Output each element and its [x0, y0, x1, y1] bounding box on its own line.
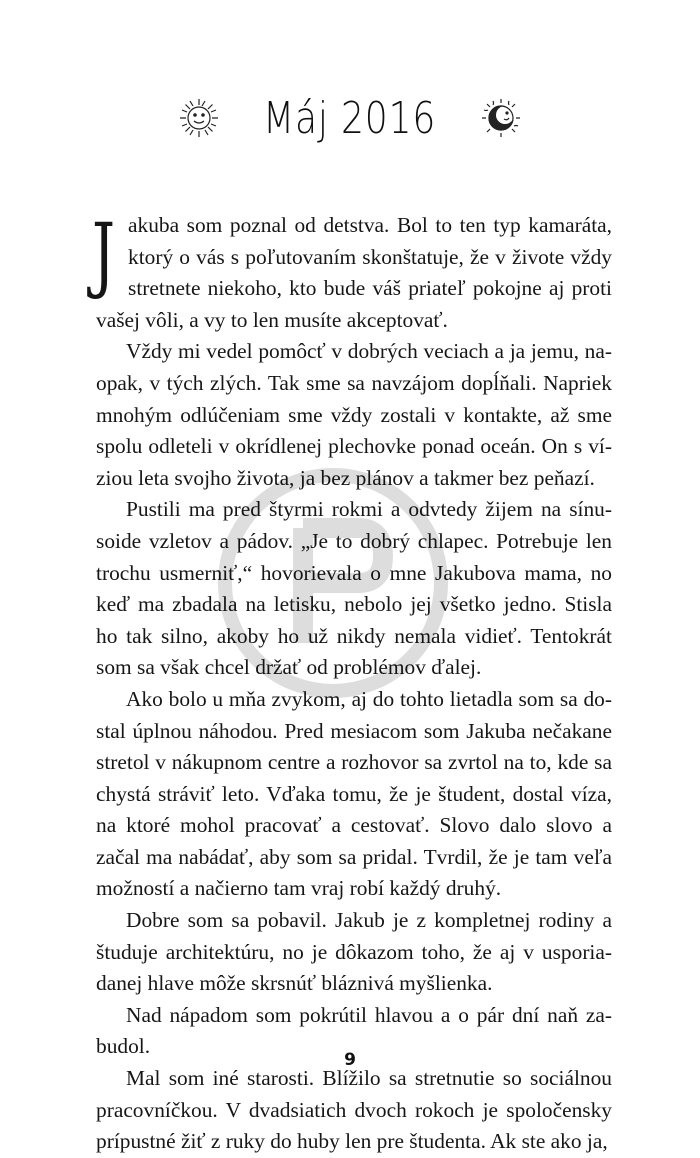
paragraph: Nad nápadom som pokrútil hlavou a o pár dní naň zabudol.: [96, 1002, 612, 1059]
drop-cap: J: [92, 207, 116, 302]
sun-icon: [176, 95, 222, 141]
chapter-heading: [0, 82, 700, 154]
paragraph: Jakuba som poznal od detstva. Bol to ten typ kamaráta, ktorý o vás s poľutovaním skonštatuje, že v živote vždy stretnete niekoho, kto bude váš priateľ pokojne aj proti vašej vôli, a vy to len musíte akceptovať.: [92, 207, 612, 332]
paragraph: Mal som iné starosti. Blížilo sa stretnutie so sociálnou pracovníčkou. V dvadsiatich dvoch rokoch je spoločensky prípustné žiť z ruky do huby len pre študenta. Ak ste ako ja,: [96, 1066, 612, 1154]
paragraph: Pustili ma pred štyrmi rokmi a odvtedy žijem na sínusoide vzletov a pádov. „Je to dobrý chlapec. Potrebuje len trochu usmerniť,“ hovorievala o mne Jakubova mama, no keď ma zbadala na letisku, nebolo jej všetko jedno. Stisla ho tak silno, akoby ho už nikdy nemala vidieť. Tentokrát som sa však chcel držať od problémov ďalej.: [96, 497, 612, 680]
paragraph: Dobre som sa pobavil. Jakub je z kompletnej rodiny a študuje architektúru, no je dôkazom toho, že aj v usporiadanej hlave môže skrsnúť bláznivá myšlienka.: [96, 908, 612, 996]
paragraph: Vždy mi vedel pomôcť v dobrých veciach a ja jemu, naopak, v tých zlých. Tak sme sa navzájom dopĺňali. Napriek mnohým odlúčeniam sme vždy zostali v kontakte, až sme spolu odleteli v okrídlenej plechovke ponad oceán. On s víziou leta svojho života, ja bez plánov a takmer bez peňazí.: [96, 339, 612, 490]
body-text: [92, 207, 612, 1158]
page-number: 9: [344, 1050, 356, 1070]
paragraph: Ako bolo u mňa zvykom, aj do tohto lietadla som sa dostal úplnou náhodou. Pred mesiacom som Jakuba nečakane stretol v nákupnom centre a rozhovor sa zvrtol na to, kde sa chystá stráviť leto. Vďaka tomu, že je študent, dostal víza, na ktoré mohol pracovať a cestovať. Slovo dalo slovo a začal ma nabádať, aby som sa pridal. Tvrdil, že je tam veľa možností a načierno tam vraj robí každý druhý.: [96, 686, 612, 901]
chapter-title: Máj 2016: [263, 92, 437, 144]
moon-icon: [478, 95, 524, 141]
